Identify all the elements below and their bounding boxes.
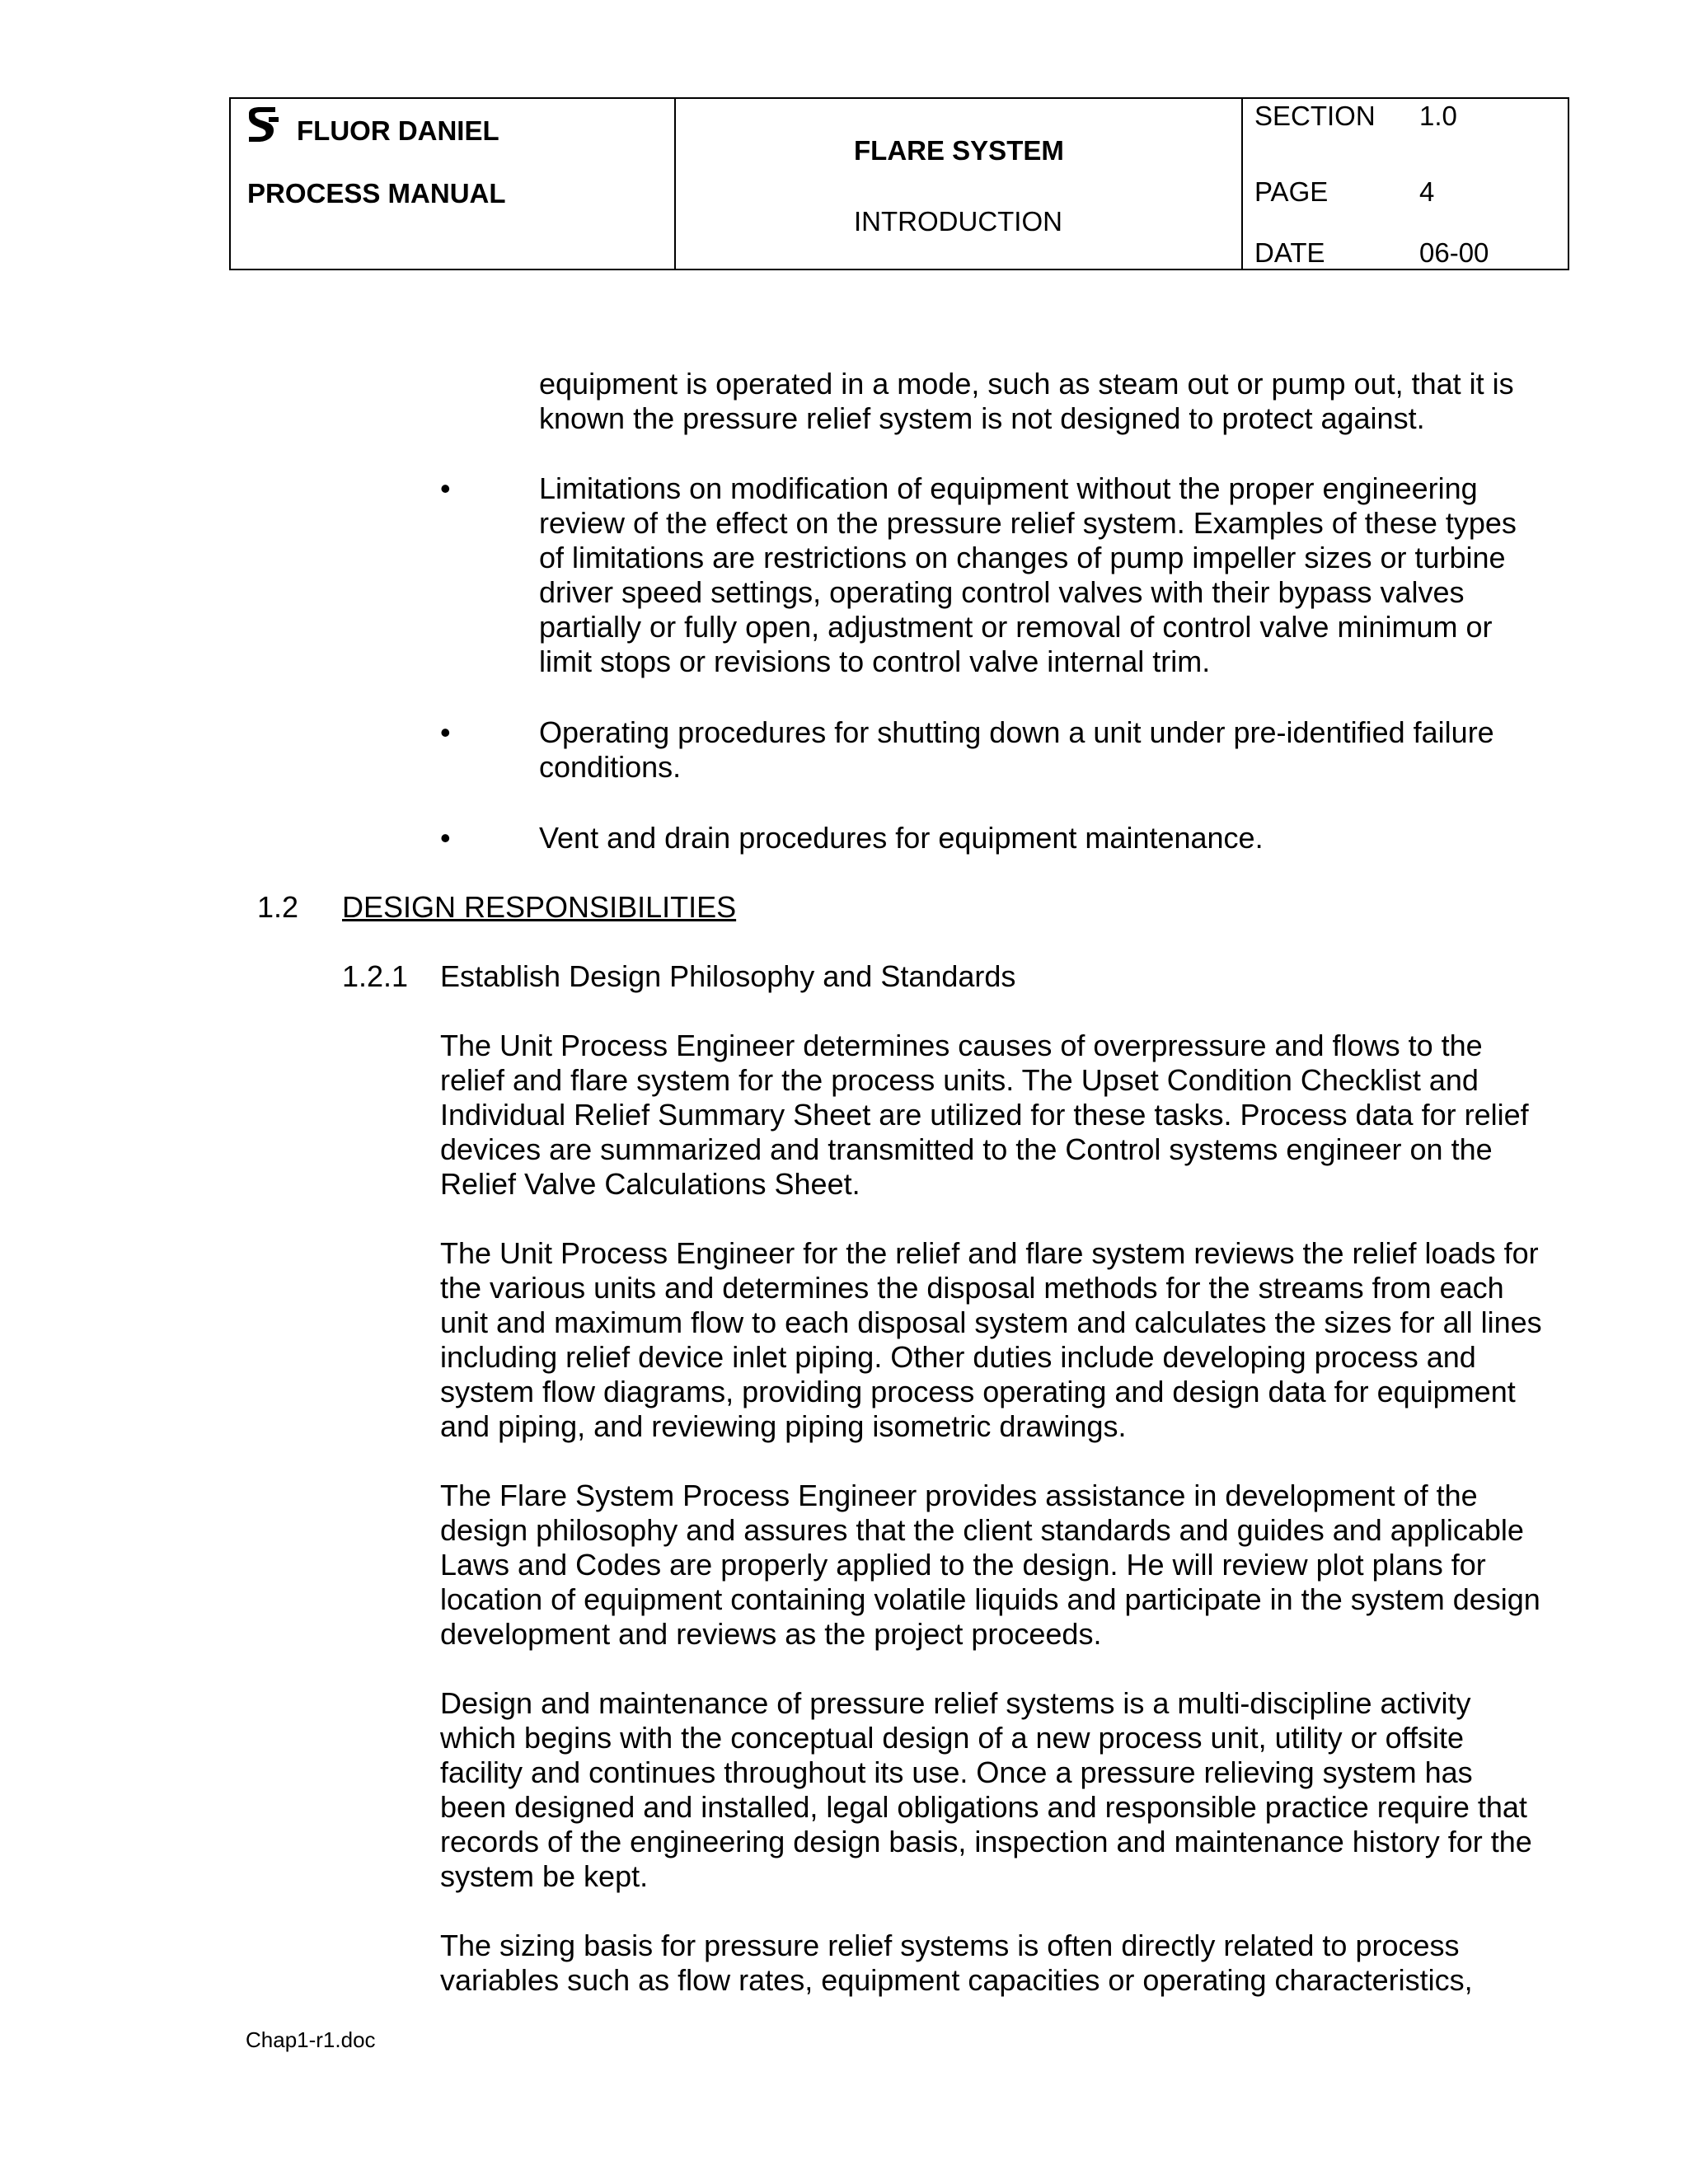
bullet-marker: • [440, 715, 451, 749]
fluor-logo-icon [244, 105, 280, 145]
text-line: known the pressure relief system is not designed to protect against. [539, 401, 1425, 435]
text-line: relief and flare system for the process units. The Upset Condition Checklist and [440, 1063, 1479, 1097]
bullet-text [539, 471, 1517, 679]
text-line: variables such as flow rates, equipment capacities or operating characteristics, [440, 1963, 1473, 1997]
page-label: PAGE [1254, 176, 1329, 207]
bullet-text [539, 821, 1264, 855]
body-paragraph [440, 1029, 1529, 1202]
subsection-number: 1.2.1 [342, 959, 409, 993]
text-line: location of equipment containing volatile liquids and participate in the system design [440, 1582, 1540, 1616]
text-line: limit stops or revisions to control valve internal trim. [539, 644, 1211, 678]
text-line: been designed and installed, legal obligations and responsible practice require that [440, 1790, 1527, 1824]
header-title-cell [674, 99, 1243, 269]
section-label: SECTION [1254, 101, 1376, 131]
text-line: The Unit Process Engineer determines causes of overpressure and flows to the [440, 1029, 1483, 1062]
bullet-text [539, 715, 1494, 785]
footer-filename: Chap1-r1.doc [246, 2027, 376, 2052]
text-line: development and reviews as the project proceeds. [440, 1617, 1102, 1651]
text-line: the various units and determines the disposal methods for the streams from each [440, 1271, 1504, 1305]
text-line: which begins with the conceptual design of a new process unit, utility or offsite [440, 1721, 1465, 1755]
intro-paragraph [539, 367, 1514, 436]
body-paragraph [440, 1236, 1542, 1444]
text-line: facility and continues throughout its use. Once a pressure relieving system has [440, 1755, 1473, 1789]
text-line: records of the engineering design basis, inspection and maintenance history for the [440, 1825, 1532, 1858]
text-line: conditions. [539, 750, 682, 784]
section-value: 1.0 [1419, 101, 1457, 131]
text-line: Limitations on modification of equipment without the proper engineering [539, 471, 1478, 505]
text-line: The sizing basis for pressure relief systems is often directly related to process [440, 1929, 1460, 1962]
text-line: driver speed settings, operating control valves with their bypass valves [539, 575, 1465, 609]
company-name: FLUOR DANIEL [297, 115, 499, 146]
text-line: Vent and drain procedures for equipment maintenance. [539, 821, 1264, 855]
page-value: 4 [1419, 176, 1435, 207]
text-line: The Unit Process Engineer for the relief and flare system reviews the relief loads for [440, 1236, 1539, 1270]
text-line: devices are summarized and transmitted to the Control systems engineer on the [440, 1132, 1493, 1166]
text-line: Operating procedures for shutting down a unit under pre-identified failure [539, 715, 1494, 749]
text-line: design philosophy and assures that the client standards and guides and applicable [440, 1513, 1524, 1547]
text-line: Design and maintenance of pressure relief systems is a multi-discipline activity [440, 1686, 1471, 1720]
bullet-marker: • [440, 471, 451, 505]
date-value: 06-00 [1419, 237, 1489, 268]
text-line: unit and maximum flow to each disposal system and calculates the sizes for all lines [440, 1305, 1542, 1339]
manual-name: PROCESS MANUAL [247, 178, 506, 209]
body-paragraph [440, 1929, 1473, 1998]
subsection-heading: Establish Design Philosophy and Standards [440, 959, 1016, 993]
header-meta-cell [1241, 99, 1568, 269]
body-paragraph [440, 1479, 1540, 1652]
bullet-marker: • [440, 821, 451, 855]
header-company-cell [231, 99, 676, 269]
text-line: system be kept. [440, 1859, 649, 1893]
body-paragraph [440, 1686, 1532, 1894]
text-line: The Flare System Process Engineer provides assistance in development of the [440, 1479, 1478, 1512]
text-line: of limitations are restrictions on changes of pump impeller sizes or turbine [539, 541, 1506, 574]
text-line: system flow diagrams, providing process operating and design data for equipment [440, 1375, 1516, 1408]
text-line: Individual Relief Summary Sheet are utilized for these tasks. Process data for relief [440, 1098, 1529, 1132]
text-line: Relief Valve Calculations Sheet. [440, 1167, 860, 1201]
text-line: equipment is operated in a mode, such as steam out or pump out, that it is [539, 367, 1514, 401]
section-number: 1.2 [257, 890, 299, 924]
text-line: Laws and Codes are properly applied to the design. He will review plot plans for [440, 1548, 1486, 1582]
document-subtitle: INTRODUCTION [854, 206, 1062, 237]
text-line: including relief device inlet piping. Other duties include developing process and [440, 1340, 1476, 1374]
text-line: partially or fully open, adjustment or removal of control valve minimum or [539, 610, 1493, 644]
section-heading: DESIGN RESPONSIBILITIES [342, 890, 737, 924]
text-line: review of the effect on the pressure relief system. Examples of these types [539, 506, 1517, 540]
date-label: DATE [1254, 237, 1325, 268]
document-header [229, 97, 1569, 270]
text-line: and piping, and reviewing piping isometric drawings. [440, 1409, 1127, 1443]
document-title: FLARE SYSTEM [854, 135, 1064, 166]
